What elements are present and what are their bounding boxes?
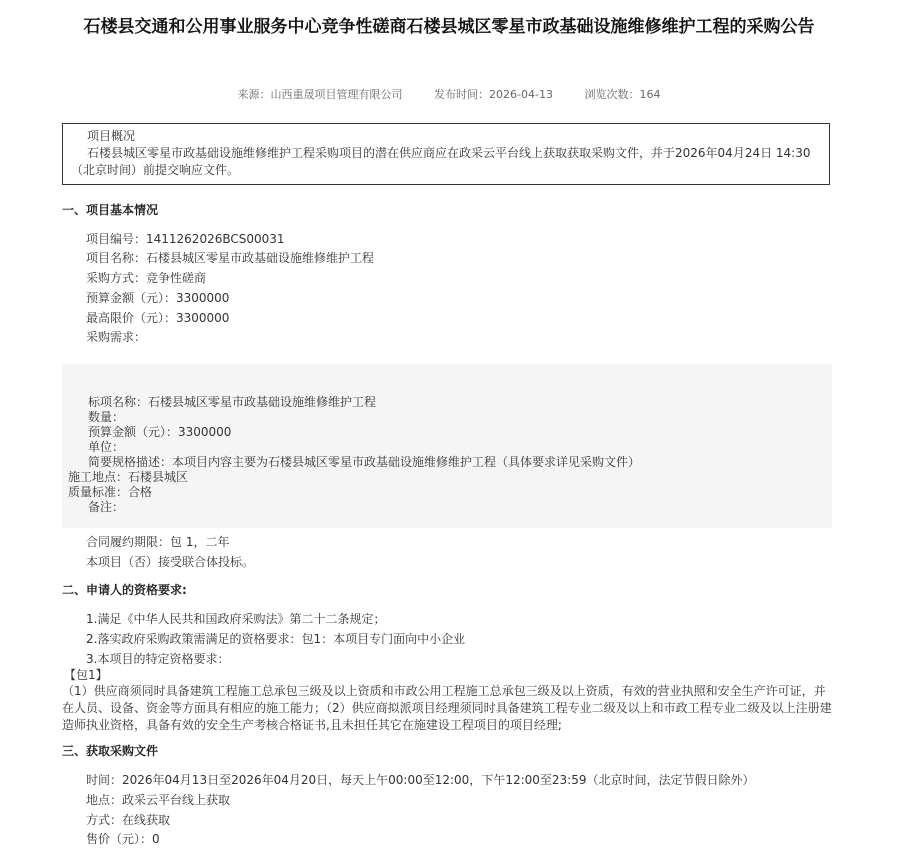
acquire-way: 方式：在线获取 [86,813,171,827]
qualification-item-2: 2.落实政府采购政策需满足的资格要求：包1：本项目专门面向中小企业 [86,632,466,646]
overview-text: 石楼县城区零星市政基础设施维修维护工程采购项目的潜在供应商应在政采云平台线上获取获取采购文件，并于2026年04月24日 14:30（北京时间）前提交响应文件。 [71,146,811,177]
project-number: 项目编号：1411262026BCS00031 [86,232,285,246]
budget-amount: 预算金额（元）：3300000 [86,291,230,305]
lot-quality: 质量标准：合格 [68,485,153,499]
meta-source: 来源：山西重晟项目管理有限公司 [237,88,403,101]
package-label: 【包1】 [64,668,108,682]
project-name: 项目名称：石楼县城区零星市政基础设施维修维护工程 [86,251,375,265]
qualification-detail: （1）供应商须同时具备建筑工程施工总承包三级及以上资质和市政公用工程施工总承包三级及以上资质，有效的营业执照和安全生产许可证，并在人员、设备、资金等方面具有相应的施工能力；（2）供应商拟派项目经理须同时具备建筑工程专业二级及以上和市政工程专业二级及以上注册建造师执业资格，具备有效的安全生产考核合格证书,且未担任其它在施建设工程项目的项目经理; [62,684,832,732]
lot-spec: 简要规格描述：本项目内容主要为石楼县城区零星市政基础设施维修维护工程（具体要求详见采购文件） [88,455,641,469]
lot-budget: 预算金额（元）：3300000 [88,425,232,439]
joint-bid-note: 本项目（否）接受联合体投标。 [86,555,255,569]
acquire-price: 售价（元）：0 [86,832,160,846]
contract-period: 合同履约期限：包 1，二年 [86,535,230,549]
page-title: 石楼县交通和公用事业服务中心竞争性磋商石楼县城区零星市政基础设施维修维护工程的采购公告 [83,17,815,37]
section3-heading: 三、获取采购文件 [62,744,159,758]
acquire-time: 时间：2026年04月13日至2026年04月20日，每天上午00:00至12:00，下午12:00至23:59（北京时间，法定节假日除外） [86,773,755,787]
procurement-method: 采购方式：竞争性磋商 [86,271,207,285]
meta-views: 浏览次数：164 [584,88,661,101]
lot-item-name: 标项名称：石楼县城区零星市政基础设施维修维护工程 [88,395,377,409]
section1-heading: 一、项目基本情况 [62,203,159,217]
section2-heading: 二、申请人的资格要求: [62,583,187,597]
max-price: 最高限价（元）：3300000 [86,311,230,325]
overview-box [62,123,830,185]
meta-bar [0,86,898,102]
acquire-place: 地点：政采云平台线上获取 [86,793,231,807]
lot-details-box [62,364,832,528]
lot-quantity: 数量： [88,410,125,424]
qualification-item-1: 1.满足《中华人民共和国政府采购法》第二十二条规定； [86,612,386,626]
lot-remark: 备注： [88,500,125,514]
lot-unit: 单位： [88,440,125,454]
procurement-requirement: 采购需求： [86,330,147,344]
meta-publish-time: 发布时间：2026-04-13 [434,88,553,101]
qualification-item-3: 3.本项目的特定资格要求： [86,652,230,666]
lot-location: 施工地点：石楼县城区 [68,470,189,484]
overview-heading: 项目概况 [87,129,136,143]
